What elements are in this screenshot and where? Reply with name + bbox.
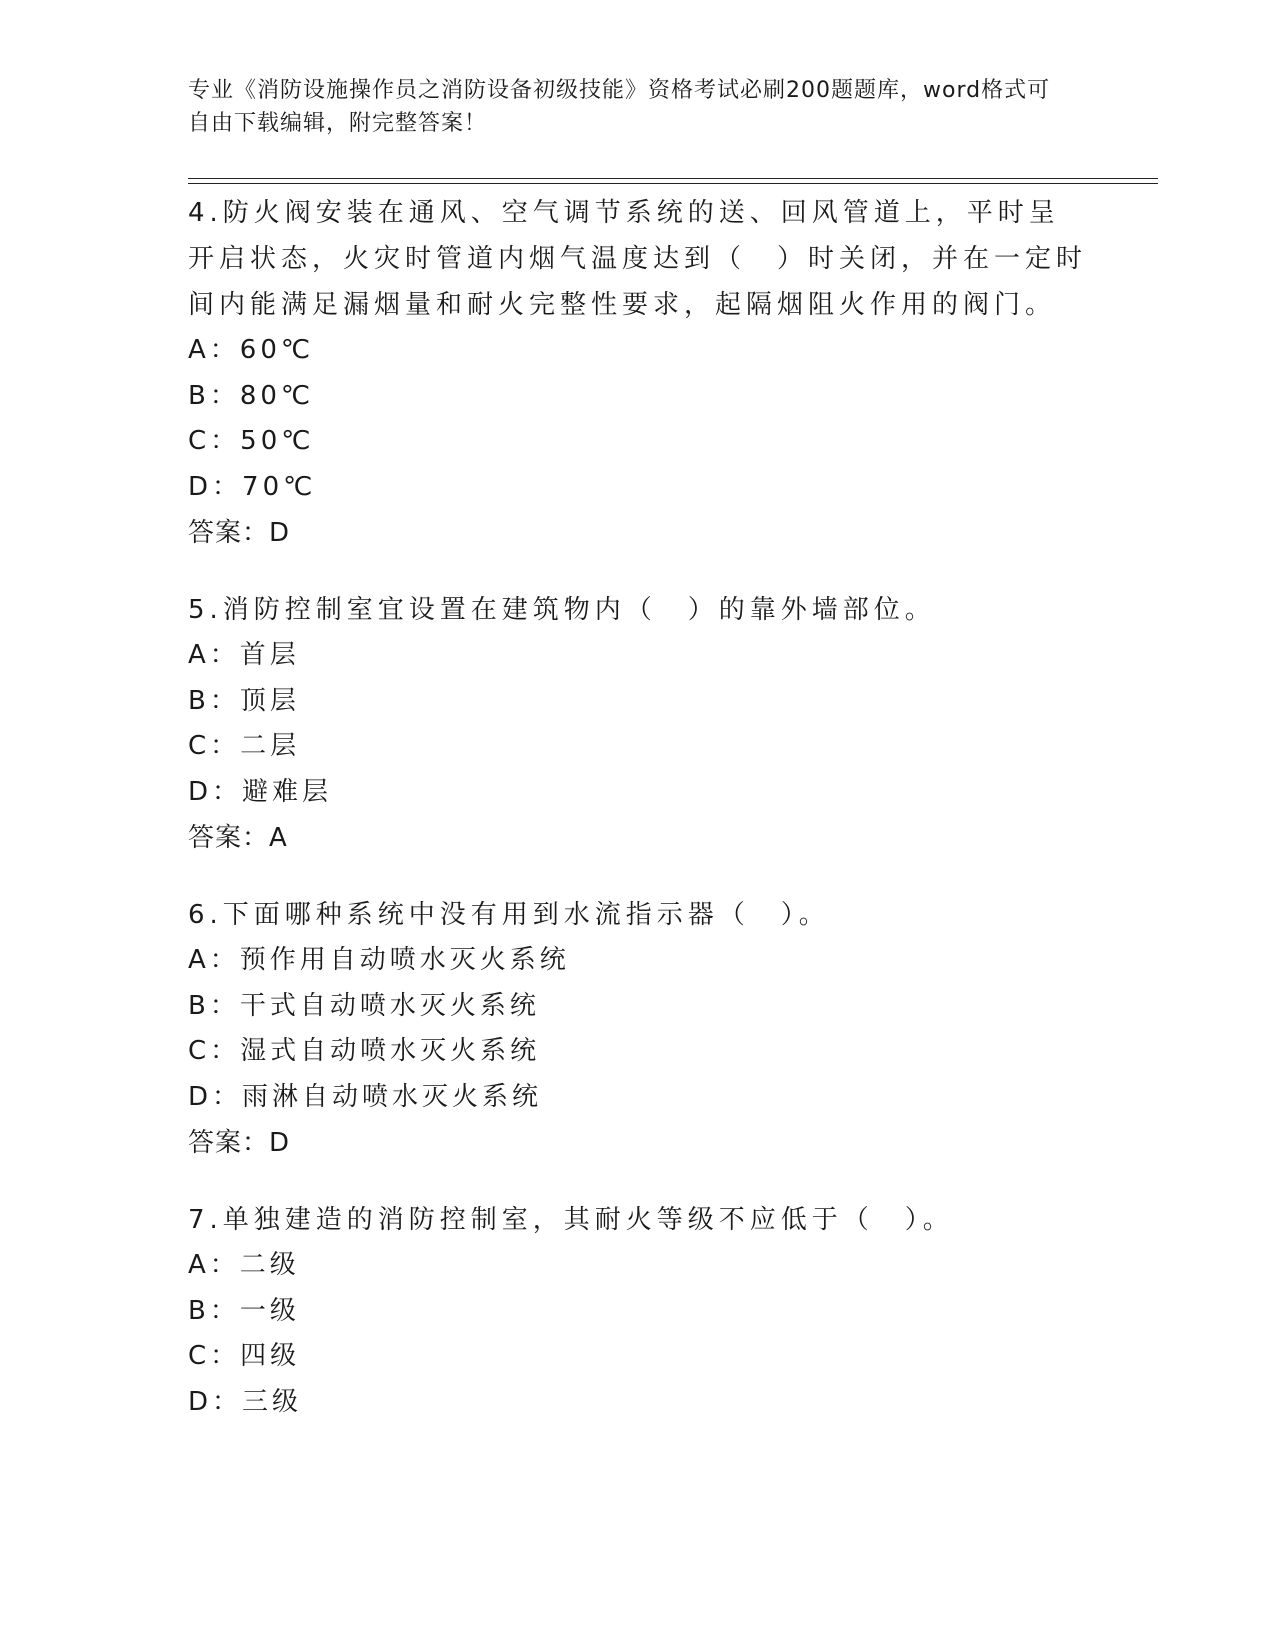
option-c: C：二层	[188, 731, 301, 761]
question-6	[188, 892, 1088, 1166]
question-stem: 4.防火阀安装在通风、空气调节系统的送、回风管道上，平时呈开启状态，火灾时管道内烟气温度达到（ ）时关闭，并在一定时间内能满足漏烟量和耐火完整性要求，起隔烟阻火作用的阀门。	[188, 198, 1088, 320]
header-divider-top	[188, 178, 1158, 179]
option-b: B：80℃	[188, 380, 315, 411]
question-stem: 7.单独建造的消防控制室，其耐火等级不应低于（ ）。	[188, 1205, 954, 1235]
answer-label: 答案：D	[188, 1128, 291, 1158]
option-c: C：四级	[188, 1341, 301, 1371]
question-list	[188, 190, 1088, 1456]
question-5	[188, 587, 1088, 861]
option-c: C：湿式自动喷水灭火系统	[188, 1036, 541, 1066]
question-stem: 6.下面哪种系统中没有用到水流指示器（ ）。	[188, 900, 830, 930]
option-a: A：二级	[188, 1250, 300, 1280]
answer-label: 答案：D	[188, 518, 291, 548]
option-c: C：50℃	[188, 426, 315, 456]
header-divider-bottom	[188, 183, 1158, 184]
option-a: A：预作用自动喷水灭火系统	[188, 945, 570, 975]
question-4	[188, 190, 1088, 556]
option-a: A：首层	[188, 640, 300, 670]
option-d: D：雨淋自动喷水灭火系统	[188, 1081, 543, 1112]
option-b: B：顶层	[188, 685, 300, 716]
option-d: D：三级	[188, 1386, 303, 1417]
option-d: D：避难层	[188, 776, 333, 807]
question-7	[188, 1197, 1088, 1425]
option-a: A：60℃	[188, 335, 315, 365]
option-b: B：一级	[188, 1295, 300, 1326]
question-stem: 5.消防控制室宜设置在建筑物内（ ）的靠外墙部位。	[188, 595, 936, 625]
answer-label: 答案：A	[188, 823, 288, 853]
option-d: D：70℃	[188, 471, 317, 502]
option-b: B：干式自动喷水灭火系统	[188, 990, 540, 1021]
document-header: 专业《消防设施操作员之消防设备初级技能》资格考试必刷200题题库，word格式可自由下载编辑，附完整答案！	[188, 78, 1051, 136]
